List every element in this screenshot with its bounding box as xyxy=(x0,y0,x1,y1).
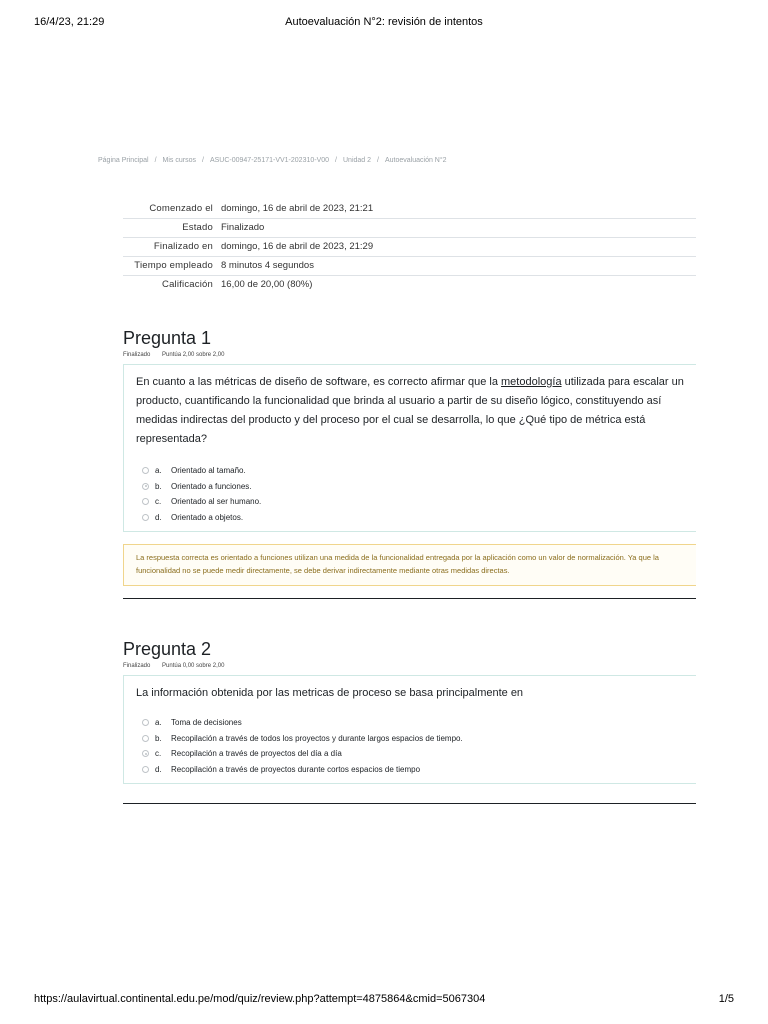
question-text-part: En cuanto a las métricas de diseño de software, es correcto afirmar que la xyxy=(136,376,502,388)
answer-option-d[interactable] xyxy=(136,762,696,778)
summary-label: Calificación xyxy=(162,279,213,290)
question-content xyxy=(123,364,696,532)
answer-option-a[interactable] xyxy=(136,463,696,479)
answer-text: Orientado a funciones. xyxy=(171,481,252,491)
answer-letter: c. xyxy=(155,749,162,759)
answer-option-b[interactable] xyxy=(136,479,696,495)
answer-option-a[interactable] xyxy=(136,715,696,731)
answer-text: Recopilación a través de proyectos del día a día xyxy=(171,749,342,759)
question-grade: Puntúa 2,00 sobre 2,00 xyxy=(162,352,225,358)
answer-letter: c. xyxy=(155,497,162,507)
radio-selected-icon[interactable] xyxy=(142,483,149,490)
breadcrumb-unit[interactable]: Unidad 2 xyxy=(343,157,372,164)
answer-option-c[interactable] xyxy=(136,494,696,510)
summary-label: Finalizado en xyxy=(153,241,213,252)
radio-icon[interactable] xyxy=(142,766,149,773)
radio-selected-icon[interactable] xyxy=(142,750,149,757)
attempt-summary-table xyxy=(123,200,696,294)
question-title: Pregunta 2 xyxy=(123,639,212,659)
breadcrumb-home[interactable]: Página Principal xyxy=(98,157,149,164)
answer-list xyxy=(136,715,696,777)
print-document-title: Autoevaluación N°2: revisión de intentos xyxy=(285,16,483,28)
answer-text: Orientado a objetos. xyxy=(171,512,244,522)
question-grade: Puntúa 0,00 sobre 2,00 xyxy=(162,663,225,669)
question-2 xyxy=(123,638,696,784)
answer-letter: a. xyxy=(155,466,162,476)
question-text: La información obtenida por las metricas de proceso se basa principalmente en xyxy=(136,687,524,699)
answer-option-b[interactable] xyxy=(136,731,696,747)
question-divider xyxy=(123,803,696,804)
radio-icon[interactable] xyxy=(142,735,149,742)
answer-text: Toma de decisiones xyxy=(171,718,242,728)
print-date: 16/4/23, 21:29 xyxy=(34,16,105,28)
print-header xyxy=(0,16,768,32)
question-text-part: utilizada para escalar un producto, cuantificando la funcionalidad que brinda al usuario a partir de su diseño lógico, constituyendo así medidas indirectas del producto y del proceso por el cual se desarrolla, lo que ¿Qué tipo de métrica está representada? xyxy=(136,376,684,445)
breadcrumb-my-courses[interactable]: Mis cursos xyxy=(162,157,196,164)
print-url: https://aulavirtual.continental.edu.pe/mod/quiz/review.php?attempt=4875864&cmid=5067304 xyxy=(34,993,486,1005)
answer-letter: d. xyxy=(155,764,162,774)
question-feedback: La respuesta correcta es orientado a funciones utilizan una medida de la funcionalidad entregada por la aplicación como un valor de normalización. Ya que la funcionalidad no se puede medir directamente, se debe derivar indirectamente mediante otras medidas directas. xyxy=(123,544,696,586)
question-state: Finalizado xyxy=(123,663,151,669)
breadcrumb-course[interactable]: ASUC-00947-25171-VV1-202310-V00 xyxy=(209,157,330,164)
breadcrumb-separator: / xyxy=(335,157,337,164)
summary-row-time-taken xyxy=(123,257,696,276)
summary-label: Comenzado el xyxy=(149,203,213,214)
answer-option-d[interactable] xyxy=(136,510,696,526)
question-1 xyxy=(123,327,696,586)
summary-value: 16,00 de 20,00 (80%) xyxy=(221,279,313,290)
question-info xyxy=(123,662,696,670)
summary-value: domingo, 16 de abril de 2023, 21:29 xyxy=(221,241,374,252)
question-title: Pregunta 1 xyxy=(123,328,212,348)
answer-text: Recopilación a través de proyectos durante cortos espacios de tiempo xyxy=(171,764,421,774)
answer-letter: a. xyxy=(155,718,162,728)
radio-icon[interactable] xyxy=(142,498,149,505)
radio-icon[interactable] xyxy=(142,719,149,726)
radio-icon[interactable] xyxy=(142,467,149,474)
summary-row-state xyxy=(123,219,696,238)
question-divider xyxy=(123,598,696,599)
breadcrumb-separator: / xyxy=(377,157,379,164)
answer-text: Orientado al ser humano. xyxy=(171,497,262,507)
summary-row-grade xyxy=(123,276,696,295)
answer-letter: b. xyxy=(155,481,162,491)
print-page-number: 1/5 xyxy=(718,993,734,1005)
summary-value: 8 minutos 4 segundos xyxy=(221,260,314,271)
answer-letter: b. xyxy=(155,733,162,743)
question-info xyxy=(123,351,696,359)
summary-row-finished xyxy=(123,238,696,257)
radio-icon[interactable] xyxy=(142,514,149,521)
summary-label: Estado xyxy=(182,222,213,233)
breadcrumb-separator: / xyxy=(202,157,204,164)
breadcrumb xyxy=(98,157,447,164)
answer-text: Recopilación a través de todos los proyectos y durante largos espacios de tiempo. xyxy=(171,733,463,743)
answer-letter: d. xyxy=(155,512,162,522)
glossary-link[interactable]: metodología xyxy=(501,376,562,388)
summary-value: domingo, 16 de abril de 2023, 21:21 xyxy=(221,203,374,214)
answer-text: Orientado al tamaño. xyxy=(171,466,246,476)
question-text xyxy=(136,373,696,449)
summary-label: Tiempo empleado xyxy=(134,260,213,271)
summary-row-started xyxy=(123,200,696,219)
answer-list xyxy=(136,463,696,525)
question-state: Finalizado xyxy=(123,352,151,358)
summary-value: Finalizado xyxy=(221,222,265,233)
breadcrumb-quiz[interactable]: Autoevaluación N°2 xyxy=(384,157,447,164)
answer-option-c[interactable] xyxy=(136,746,696,762)
breadcrumb-separator: / xyxy=(154,157,157,164)
question-content xyxy=(123,675,696,784)
